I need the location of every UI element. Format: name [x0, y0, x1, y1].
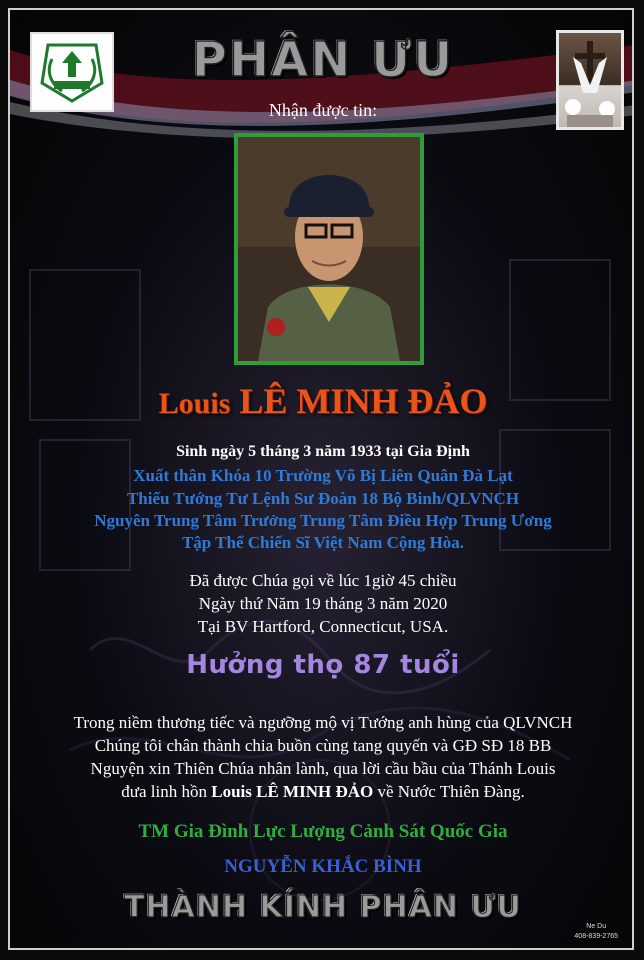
- condolence-line-2: Chúng tôi chân thành chia buồn cùng tang quyến và GĐ SĐ 18 BB: [94, 736, 552, 755]
- credit-name: Ne Du: [586, 923, 607, 930]
- condolence-line-4: [10, 782, 634, 802]
- passing-line-2: Ngày thứ Năm 19 tháng 3 năm 2020: [198, 594, 448, 613]
- bio-line-4: Tập Thể Chiến Sĩ Việt Nam Cộng Hòa.: [181, 533, 465, 552]
- deceased-name: [10, 380, 634, 422]
- credit-phone: 408-839-2765: [574, 933, 618, 940]
- signature-person: NGUYỄN KHẮC BÌNH: [224, 856, 422, 877]
- footer-title: THÀNH KÍNH PHÂN ƯU: [124, 890, 522, 925]
- birth-line: Sinh ngày 5 tháng 3 năm 1933 tại Gia Định: [176, 443, 470, 460]
- condolence-line-3: Nguyện xin Thiên Chúa nhân lành, qua lời cầu bầu của Thánh Louis: [90, 759, 556, 778]
- condolence-line-4-name: Louis LÊ MINH ĐẢO: [211, 782, 374, 801]
- portrait-photo: [234, 133, 424, 365]
- bio-line-1: Xuất thân Khóa 10 Trường Võ Bị Liên Quân Đà Lạt: [133, 466, 513, 485]
- bio-line-3: Nguyên Trung Tâm Trưởng Trung Tâm Điều Hợp Trung Ương: [94, 511, 552, 530]
- deceased-given-name: Louis: [158, 387, 231, 420]
- bio-line-2: Thiếu Tướng Tư Lệnh Sư Đoàn 18 Bộ Binh/QLVNCH: [126, 489, 520, 508]
- designer-credit: [574, 922, 618, 942]
- received-news-label: Nhận được tin:: [268, 100, 378, 120]
- deceased-family-name: LÊ MINH ĐẢO: [239, 381, 488, 421]
- passing-line-3: Tại BV Hartford, Connecticut, USA.: [197, 617, 449, 636]
- condolence-line-4-post: về Nước Thiên Đàng.: [373, 782, 525, 801]
- condolence-line-1: Trong niềm thương tiếc và ngưỡng mộ vị Tướng anh hùng của QLVNCH: [73, 713, 573, 732]
- page-title: PHÂN ƯU: [191, 32, 455, 88]
- signature-org: TM Gia Đình Lực Lượng Cảnh Sát Quốc Gia: [138, 821, 508, 842]
- condolence-line-4-pre: đưa linh hồn: [121, 782, 212, 801]
- memorial-card: [8, 8, 634, 950]
- age-line: Hưởng thọ 87 tuổi: [186, 650, 460, 680]
- passing-line-1: Đã được Chúa gọi về lúc 1giờ 45 chiều: [189, 571, 457, 590]
